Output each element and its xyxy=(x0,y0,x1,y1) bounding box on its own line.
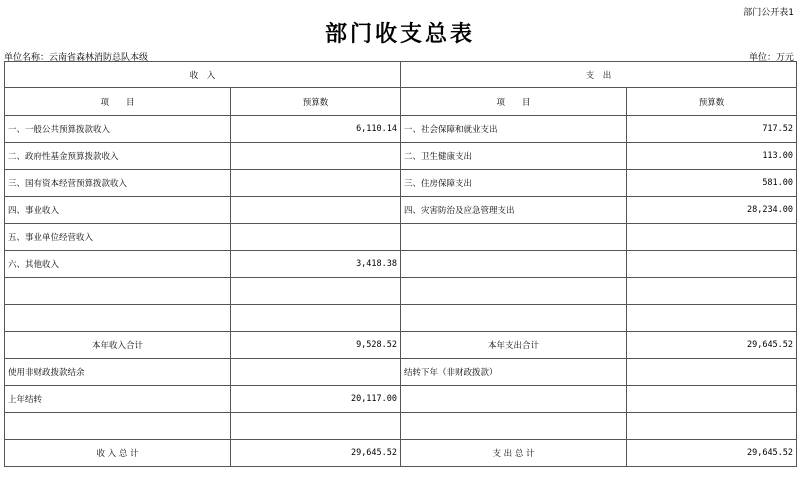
income-value-cell: 29,645.52 xyxy=(231,440,401,467)
income-item-cell: 二、政府性基金预算拨款收入 xyxy=(5,143,231,170)
income-value-cell xyxy=(231,305,401,332)
expense-value-cell: 581.00 xyxy=(627,170,797,197)
income-item-cell: 上年结转 xyxy=(5,386,231,413)
income-value-cell: 6,110.14 xyxy=(231,116,401,143)
income-value-cell xyxy=(231,143,401,170)
table-row xyxy=(5,143,797,170)
income-value-cell xyxy=(231,170,401,197)
expense-value-cell xyxy=(627,278,797,305)
income-value-cell: 20,117.00 xyxy=(231,386,401,413)
income-item-cell: 三、国有资本经营预算拨款收入 xyxy=(5,170,231,197)
unit-name-label: 单位名称：云南省森林消防总队本级 xyxy=(4,53,149,63)
income-item-cell: 使用非财政拨款结余 xyxy=(5,359,231,386)
income-value-cell xyxy=(231,278,401,305)
income-budget-column-header: 预算数 xyxy=(231,88,401,116)
column-header-row xyxy=(5,88,797,116)
table-number-label: 部门公开表1 xyxy=(743,8,794,18)
income-item-cell xyxy=(5,305,231,332)
expense-item-cell: 四、灾害防治及应急管理支出 xyxy=(401,197,627,224)
year-total-row xyxy=(5,332,797,359)
income-value-cell: 3,418.38 xyxy=(231,251,401,278)
income-section-header: 收 入 xyxy=(5,62,401,88)
income-value-cell: 9,528.52 xyxy=(231,332,401,359)
income-item-column-header: 项 目 xyxy=(5,88,231,116)
table-row xyxy=(5,197,797,224)
table-row xyxy=(5,224,797,251)
table-row xyxy=(5,413,797,440)
expense-item-cell: 结转下年（非财政拨款） xyxy=(401,359,627,386)
income-value-cell xyxy=(231,359,401,386)
income-item-cell: 本年收入合计 xyxy=(5,332,231,359)
expense-value-cell xyxy=(627,224,797,251)
income-value-cell xyxy=(231,413,401,440)
expense-budget-column-header: 预算数 xyxy=(627,88,797,116)
expense-value-cell xyxy=(627,359,797,386)
income-item-cell xyxy=(5,413,231,440)
table-row xyxy=(5,251,797,278)
income-item-cell: 六、其他收入 xyxy=(5,251,231,278)
income-item-cell: 四、事业收入 xyxy=(5,197,231,224)
expense-value-cell: 29,645.52 xyxy=(627,440,797,467)
expense-item-cell: 支 出 总 计 xyxy=(401,440,627,467)
expense-item-cell: 本年支出合计 xyxy=(401,332,627,359)
table-row xyxy=(5,278,797,305)
income-item-cell xyxy=(5,278,231,305)
budget-summary-table xyxy=(4,61,797,467)
expense-value-cell: 28,234.00 xyxy=(627,197,797,224)
expense-value-cell xyxy=(627,251,797,278)
income-item-cell: 五、事业单位经营收入 xyxy=(5,224,231,251)
currency-unit-label: 单位：万元 xyxy=(748,53,794,63)
income-value-cell xyxy=(231,197,401,224)
income-item-cell: 收 入 总 计 xyxy=(5,440,231,467)
expense-item-cell: 三、住房保障支出 xyxy=(401,170,627,197)
expense-item-cell xyxy=(401,305,627,332)
income-value-cell xyxy=(231,224,401,251)
expense-item-cell xyxy=(401,251,627,278)
section-header-row xyxy=(5,62,797,88)
page-title: 部门收支总表 xyxy=(324,21,475,47)
table-row xyxy=(5,170,797,197)
expense-value-cell xyxy=(627,386,797,413)
table-row xyxy=(5,359,797,386)
expense-item-cell xyxy=(401,224,627,251)
expense-value-cell xyxy=(627,413,797,440)
expense-value-cell: 29,645.52 xyxy=(627,332,797,359)
expense-section-header: 支 出 xyxy=(401,62,797,88)
expense-value-cell: 113.00 xyxy=(627,143,797,170)
expense-item-cell xyxy=(401,278,627,305)
expense-item-cell: 一、社会保障和就业支出 xyxy=(401,116,627,143)
income-item-cell: 一、一般公共预算拨款收入 xyxy=(5,116,231,143)
table-row xyxy=(5,305,797,332)
expense-item-cell xyxy=(401,413,627,440)
grand-total-row xyxy=(5,440,797,467)
expense-value-cell: 717.52 xyxy=(627,116,797,143)
expense-item-cell: 二、卫生健康支出 xyxy=(401,143,627,170)
table-row xyxy=(5,116,797,143)
expense-item-column-header: 项 目 xyxy=(401,88,627,116)
table-row xyxy=(5,386,797,413)
expense-item-cell xyxy=(401,386,627,413)
expense-value-cell xyxy=(627,305,797,332)
